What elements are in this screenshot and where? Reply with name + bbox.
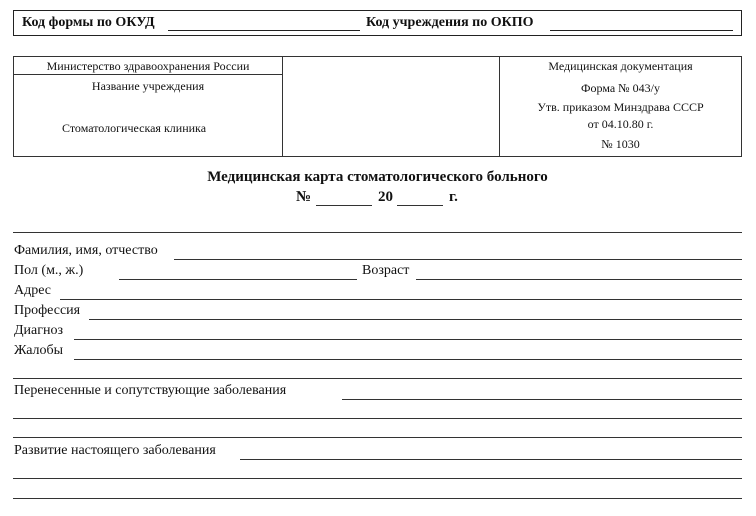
past-diseases-extra-line-2[interactable] bbox=[13, 437, 742, 438]
ministry-text: Министерство здравоохранения России bbox=[46, 59, 250, 73]
approved-line-2: от 04.10.80 г. bbox=[587, 117, 654, 131]
address-field[interactable] bbox=[60, 299, 742, 300]
complaints-label: Жалобы bbox=[14, 343, 64, 358]
profession-label: Профессия bbox=[14, 303, 81, 318]
current-disease-extra-line-1[interactable] bbox=[13, 478, 742, 479]
card-number-row bbox=[0, 187, 756, 209]
current-disease-extra-line-2[interactable] bbox=[13, 498, 742, 499]
institution-name-label: Название учреждения bbox=[91, 79, 205, 93]
number-sign: № bbox=[296, 189, 312, 205]
ministry-cell bbox=[14, 57, 282, 75]
full-name-field[interactable] bbox=[174, 259, 742, 260]
profession-field[interactable] bbox=[89, 319, 742, 320]
year-prefix: 20 bbox=[378, 189, 393, 205]
past-diseases-label: Перенесенные и сопутствующие заболевания bbox=[14, 383, 287, 398]
current-disease-field[interactable] bbox=[240, 459, 742, 460]
past-diseases-extra-line-1[interactable] bbox=[13, 418, 742, 419]
year-suffix: г. bbox=[449, 189, 458, 205]
age-field[interactable] bbox=[416, 279, 742, 280]
past-diseases-field[interactable] bbox=[342, 399, 742, 400]
age-label: Возраст bbox=[362, 263, 410, 278]
okud-label: Код формы по ОКУД bbox=[22, 15, 155, 30]
sex-label: Пол (м., ж.) bbox=[14, 263, 84, 278]
card-number-field[interactable] bbox=[316, 205, 372, 206]
blank-line bbox=[13, 232, 742, 233]
form-number: Форма № 043/у bbox=[581, 81, 660, 95]
institution-name-value[interactable]: Стоматологическая клиника bbox=[61, 121, 207, 135]
okpo-label: Код учреждения по ОКПО bbox=[366, 15, 534, 30]
full-name-label: Фамилия, имя, отчество bbox=[14, 243, 158, 258]
sex-field[interactable] bbox=[119, 279, 357, 280]
diagnosis-field[interactable] bbox=[74, 339, 742, 340]
stamp-area bbox=[283, 57, 499, 156]
address-label: Адрес bbox=[14, 283, 52, 298]
diagnosis-label: Диагноз bbox=[14, 323, 64, 338]
current-disease-label: Развитие настоящего заболевания bbox=[14, 443, 216, 458]
card-year-field[interactable] bbox=[397, 205, 443, 206]
complaints-extra-line[interactable] bbox=[13, 378, 742, 379]
okud-field[interactable] bbox=[168, 30, 360, 31]
card-title: Медицинская карта стоматологического больного bbox=[207, 169, 548, 185]
okpo-field[interactable] bbox=[550, 30, 733, 31]
complaints-field[interactable] bbox=[74, 359, 742, 360]
header-table bbox=[13, 56, 742, 157]
doc-type: Медицинская документация bbox=[548, 59, 693, 73]
order-number: № 1030 bbox=[601, 137, 640, 151]
approved-line-1: Утв. приказом Минздрава СССР bbox=[537, 100, 704, 114]
form-codes-box bbox=[13, 10, 742, 36]
